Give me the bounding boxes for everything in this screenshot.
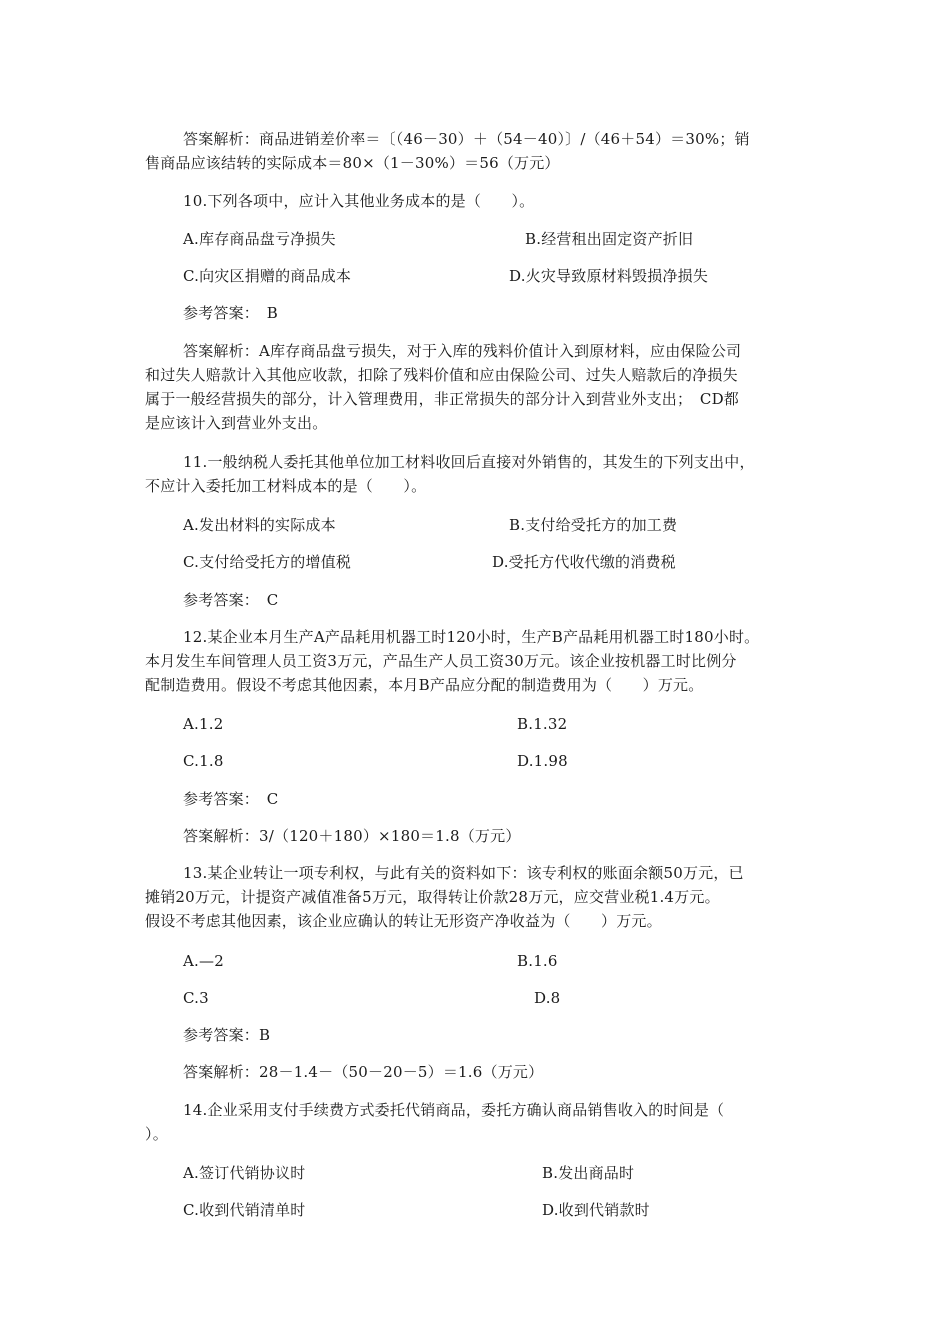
q12-option-d: D.1.98 xyxy=(517,752,568,770)
q12-question-line-1: 12.某企业本月生产A产品耗用机器工时120小时，生产B产品耗用机器工时180小时。 xyxy=(183,628,760,646)
q9-analysis-line-1: 答案解析：商品进销差价率＝〔（46－30）＋（54－40）〕/（46＋54）＝30%；销 xyxy=(183,130,750,148)
q14-option-a: A.签订代销协议时 xyxy=(183,1164,306,1182)
q11-question-line-2: 不应计入委托加工材料成本的是（ ）。 xyxy=(145,477,427,495)
q12-question-line-3: 配制造费用。假设不考虑其他因素，本月B产品应分配的制造费用为（ ）万元。 xyxy=(145,676,704,694)
q14-question-line-2: ）。 xyxy=(145,1125,168,1143)
q14-option-b: B.发出商品时 xyxy=(542,1164,635,1182)
q13-question-line-1: 13.某企业转让一项专利权，与此有关的资料如下：该专利权的账面余额50万元，已 xyxy=(183,864,744,882)
q11-answer: 参考答案： C xyxy=(183,591,279,609)
q13-option-a: A.—2 xyxy=(183,952,224,970)
q12-analysis: 答案解析：3/（120＋180）×180＝1.8（万元） xyxy=(183,827,521,845)
q13-option-c: C.3 xyxy=(183,989,209,1007)
q12-option-a: A.1.2 xyxy=(183,715,224,733)
q10-analysis-line-4: 是应该计入到营业外支出。 xyxy=(145,414,328,432)
q10-analysis-line-1: 答案解析：A库存商品盘亏损失，对于入库的残料价值计入到原材料，应由保险公司 xyxy=(183,342,742,360)
q14-option-c: C.收到代销清单时 xyxy=(183,1201,306,1219)
q13-question-line-3: 假设不考虑其他因素，该企业应确认的转让无形资产净收益为（ ）万元。 xyxy=(145,912,662,930)
q13-option-b: B.1.6 xyxy=(517,952,558,970)
q13-analysis: 答案解析：28－1.4－（50－20－5）＝1.6（万元） xyxy=(183,1063,544,1081)
q11-question-line-1: 11.一般纳税人委托其他单位加工材料收回后直接对外销售的，其发生的下列支出中， xyxy=(183,453,755,471)
q10-analysis-line-2: 和过失人赔款计入其他应收款，扣除了残料价值和应由保险公司、过失人赔款后的净损失 xyxy=(145,366,738,384)
q12-question-line-2: 本月发生车间管理人员工资3万元，产品生产人员工资30万元。该企业按机器工时比例分 xyxy=(145,652,737,670)
q12-option-b: B.1.32 xyxy=(517,715,568,733)
q12-option-c: C.1.8 xyxy=(183,752,224,770)
q14-option-d: D.收到代销款时 xyxy=(542,1201,650,1219)
q14-question-line-1: 14.企业采用支付手续费方式委托代销商品，委托方确认商品销售收入的时间是（ xyxy=(183,1101,725,1119)
q10-option-b: B.经营租出固定资产折旧 xyxy=(525,230,694,248)
q11-option-a: A.发出材料的实际成本 xyxy=(183,516,336,534)
q11-option-d: D.受托方代收代缴的消费税 xyxy=(492,553,676,571)
q13-option-d: D.8 xyxy=(534,989,561,1007)
q10-option-a: A.库存商品盘亏净损失 xyxy=(183,230,336,248)
q10-analysis-line-3: 属于一般经营损失的部分，计入管理费用，非正常损失的部分计入到营业外支出； CD都 xyxy=(145,390,740,408)
q13-answer: 参考答案：B xyxy=(183,1026,271,1044)
q9-analysis-line-2: 售商品应该结转的实际成本＝80×（1－30%）＝56（万元） xyxy=(145,154,560,172)
q12-answer: 参考答案： C xyxy=(183,790,279,808)
q10-answer: 参考答案： B xyxy=(183,304,278,322)
q10-question: 10.下列各项中，应计入其他业务成本的是（ ）。 xyxy=(183,192,535,210)
q13-question-line-2: 摊销20万元，计提资产减值准备5万元，取得转让价款28万元，应交营业税1.4万元。 xyxy=(145,888,720,906)
q10-option-d: D.火灾导致原材料毁损净损失 xyxy=(509,267,709,285)
q11-option-b: B.支付给受托方的加工费 xyxy=(509,516,678,534)
q11-option-c: C.支付给受托方的增值税 xyxy=(183,553,352,571)
q10-option-c: C.向灾区捐赠的商品成本 xyxy=(183,267,352,285)
